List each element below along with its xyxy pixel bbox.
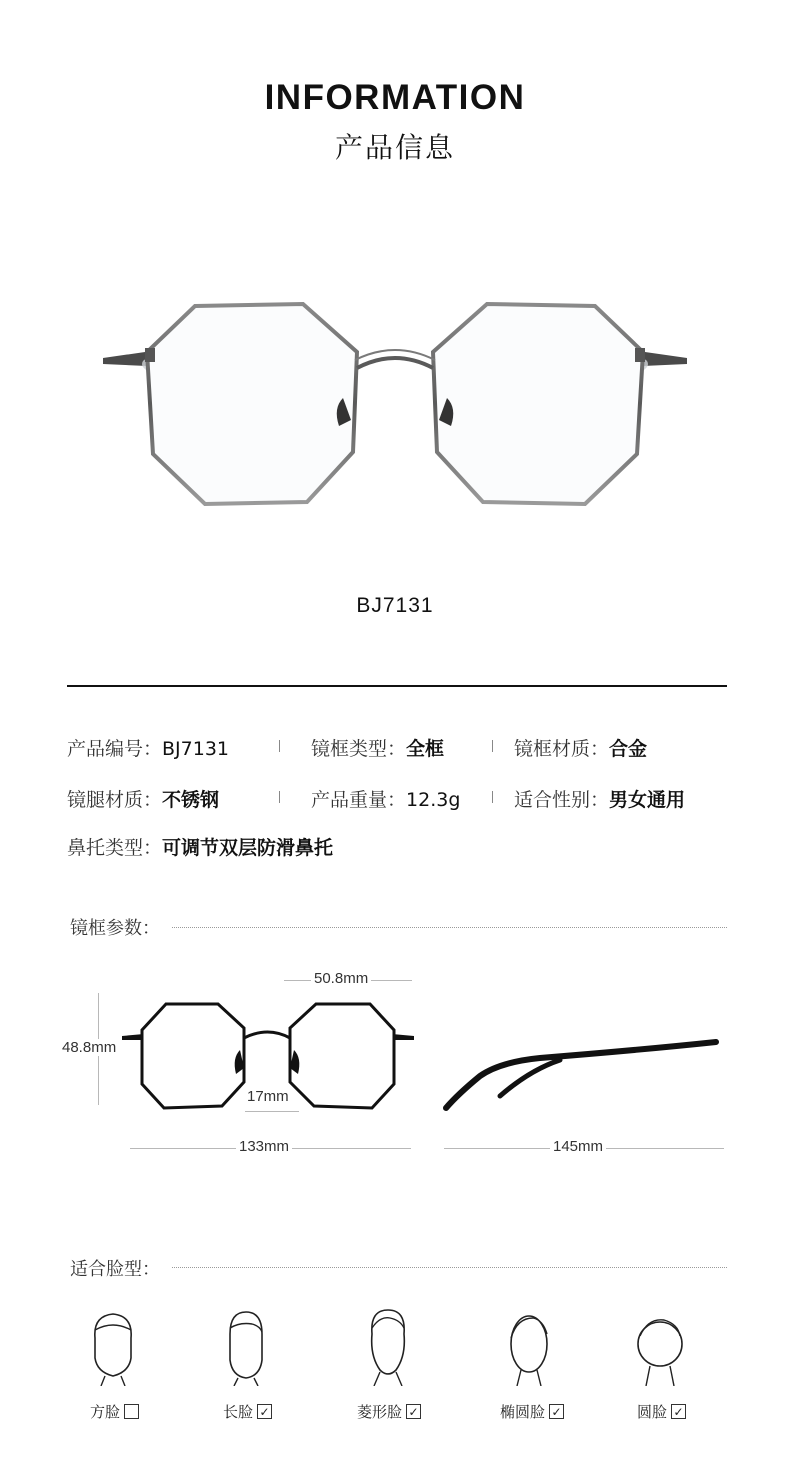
face-long xyxy=(223,1401,272,1422)
diamond-face-icon xyxy=(360,1306,416,1386)
glasses-product-photo xyxy=(95,290,695,530)
face-name: 圆脸 xyxy=(637,1403,668,1421)
checkbox xyxy=(124,1404,139,1419)
spec-gender xyxy=(514,785,685,812)
face-name: 菱形脸 xyxy=(357,1403,403,1421)
spec-product-no xyxy=(67,734,229,761)
spec-frame-type xyxy=(311,734,444,761)
face-oval xyxy=(500,1401,564,1422)
separator xyxy=(279,740,280,752)
face-name: 方脸 xyxy=(90,1403,121,1421)
spec-key: 鼻托类型： xyxy=(67,837,163,859)
frame-params-label: 镜框参数： xyxy=(70,918,160,939)
checkbox: ✓ xyxy=(257,1404,272,1419)
separator xyxy=(492,791,493,803)
dimension-line xyxy=(245,1111,299,1112)
spec-value: 可调节双层防滑鼻托 xyxy=(162,837,334,859)
spec-value: 12.3g xyxy=(406,789,461,811)
spec-weight xyxy=(311,785,460,812)
checkbox: ✓ xyxy=(671,1404,686,1419)
title-chinese: 产品信息 xyxy=(334,131,455,164)
lens-width-label: 50.8mm xyxy=(311,970,371,987)
spec-key: 适合性别： xyxy=(514,789,610,811)
face-shapes-label: 适合脸型： xyxy=(70,1259,160,1280)
face-round xyxy=(637,1401,686,1422)
spec-temple-material xyxy=(67,785,219,812)
long-face-icon xyxy=(220,1308,272,1386)
spec-key: 产品编号： xyxy=(67,738,163,760)
separator xyxy=(492,740,493,752)
checkbox: ✓ xyxy=(406,1404,421,1419)
temple-length-label: 145mm xyxy=(550,1138,606,1155)
spec-value: 男女通用 xyxy=(609,789,686,811)
face-square xyxy=(90,1401,139,1422)
spec-key: 产品重量： xyxy=(311,789,407,811)
spec-nose-pad xyxy=(67,833,333,860)
spec-key: 镜框材质： xyxy=(514,738,610,760)
dotted-leader xyxy=(172,1267,727,1268)
checkbox: ✓ xyxy=(549,1404,564,1419)
spec-value: 合金 xyxy=(609,738,648,760)
spec-value: 不锈钢 xyxy=(162,789,220,811)
spec-frame-material xyxy=(514,734,647,761)
square-face-icon xyxy=(87,1308,139,1386)
lens-height-label: 48.8mm xyxy=(62,1039,117,1056)
spec-key: 镜腿材质： xyxy=(67,789,163,811)
dotted-leader xyxy=(172,927,727,928)
separator xyxy=(279,791,280,803)
face-diamond xyxy=(357,1401,421,1422)
round-face-icon xyxy=(632,1308,688,1386)
divider xyxy=(67,685,727,687)
total-width-label: 133mm xyxy=(236,1138,292,1155)
frame-side-diagram xyxy=(440,1036,722,1120)
spec-key: 镜框类型： xyxy=(311,738,407,760)
spec-value: 全框 xyxy=(406,738,445,760)
face-name: 长脸 xyxy=(223,1403,254,1421)
spec-value: BJ7131 xyxy=(162,738,230,760)
face-name: 椭圆脸 xyxy=(500,1403,546,1421)
oval-face-icon xyxy=(503,1308,555,1386)
product-model: BJ7131 xyxy=(356,594,434,617)
bridge-width-label: 17mm xyxy=(247,1088,289,1105)
title-english: INFORMATION xyxy=(264,78,526,117)
